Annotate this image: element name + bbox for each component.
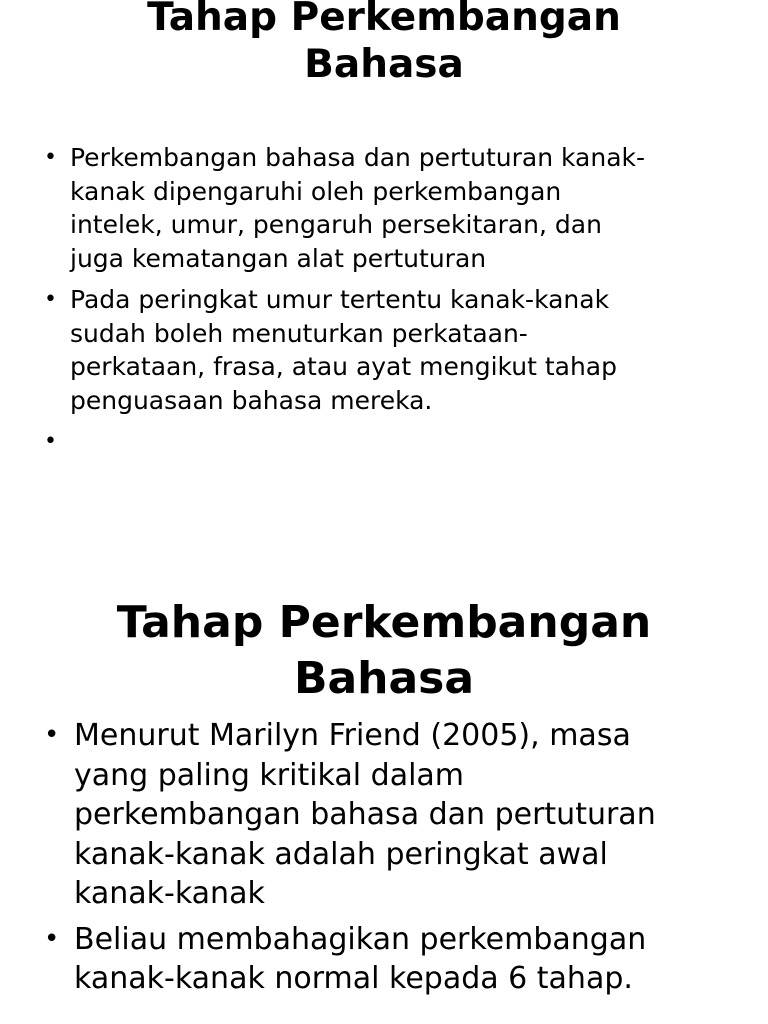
slide-title bbox=[0, 595, 768, 707]
bullet-item-empty bbox=[44, 425, 744, 459]
bullet-text-line: perkembangan bahasa dan pertuturan bbox=[74, 797, 656, 832]
bullet-text-line: Pada peringkat umur tertentu kanak-kanak bbox=[70, 285, 610, 314]
slide-title-line: Tahap Perkembangan bbox=[147, 0, 621, 40]
bullet-item bbox=[44, 141, 744, 275]
bullet-text-line: kanak dipengaruhi oleh perkembangan bbox=[70, 176, 562, 206]
bullet-text-line: kanak-kanak normal kepada 6 tahap. bbox=[74, 961, 633, 996]
bullet-text-line: yang paling kritikal dalam bbox=[74, 757, 465, 793]
bullet-marker: • bbox=[44, 287, 57, 312]
slide-title bbox=[0, 0, 768, 88]
bullet-item bbox=[44, 716, 744, 914]
bullet-marker: • bbox=[44, 720, 60, 750]
bullet-text-line: kanak-kanak bbox=[74, 876, 265, 911]
bullet-text-line: juga kematangan alat pertuturan bbox=[70, 243, 487, 273]
bullet-text-line bbox=[70, 425, 744, 459]
bullet-marker: • bbox=[44, 429, 57, 454]
bullet-text-line: sudah boleh menuturkan perkataan- bbox=[70, 318, 528, 348]
bullet-text-line: perkataan, frasa, atau ayat mengikut tahap bbox=[70, 352, 617, 381]
bullet-text-line: Menurut Marilyn Friend (2005), masa bbox=[74, 718, 631, 753]
bullet-text-line: Perkembangan bahasa dan pertuturan kanak- bbox=[70, 143, 646, 172]
bullet-text-line: kanak-kanak adalah peringkat awal bbox=[74, 836, 608, 872]
bullet-marker: • bbox=[44, 923, 60, 954]
bullet-text-line: penguasaan bahasa mereka. bbox=[70, 385, 433, 415]
slide-title-line: Bahasa bbox=[293, 653, 475, 704]
slide-title-line: Bahasa bbox=[304, 42, 464, 87]
bullet-marker: • bbox=[44, 145, 57, 170]
bullet-item bbox=[44, 920, 744, 999]
slide-title-line: Tahap Perkembangan bbox=[116, 597, 652, 648]
bullet-text-line: Beliau membahagikan perkembangan bbox=[74, 921, 647, 957]
bullet-list bbox=[44, 716, 744, 1005]
bullet-text-line: intelek, umur, pengaruh persekitaran, dan bbox=[70, 210, 602, 239]
slide-2 bbox=[0, 512, 768, 1024]
bullet-list bbox=[44, 141, 744, 467]
bullet-item bbox=[44, 283, 744, 417]
